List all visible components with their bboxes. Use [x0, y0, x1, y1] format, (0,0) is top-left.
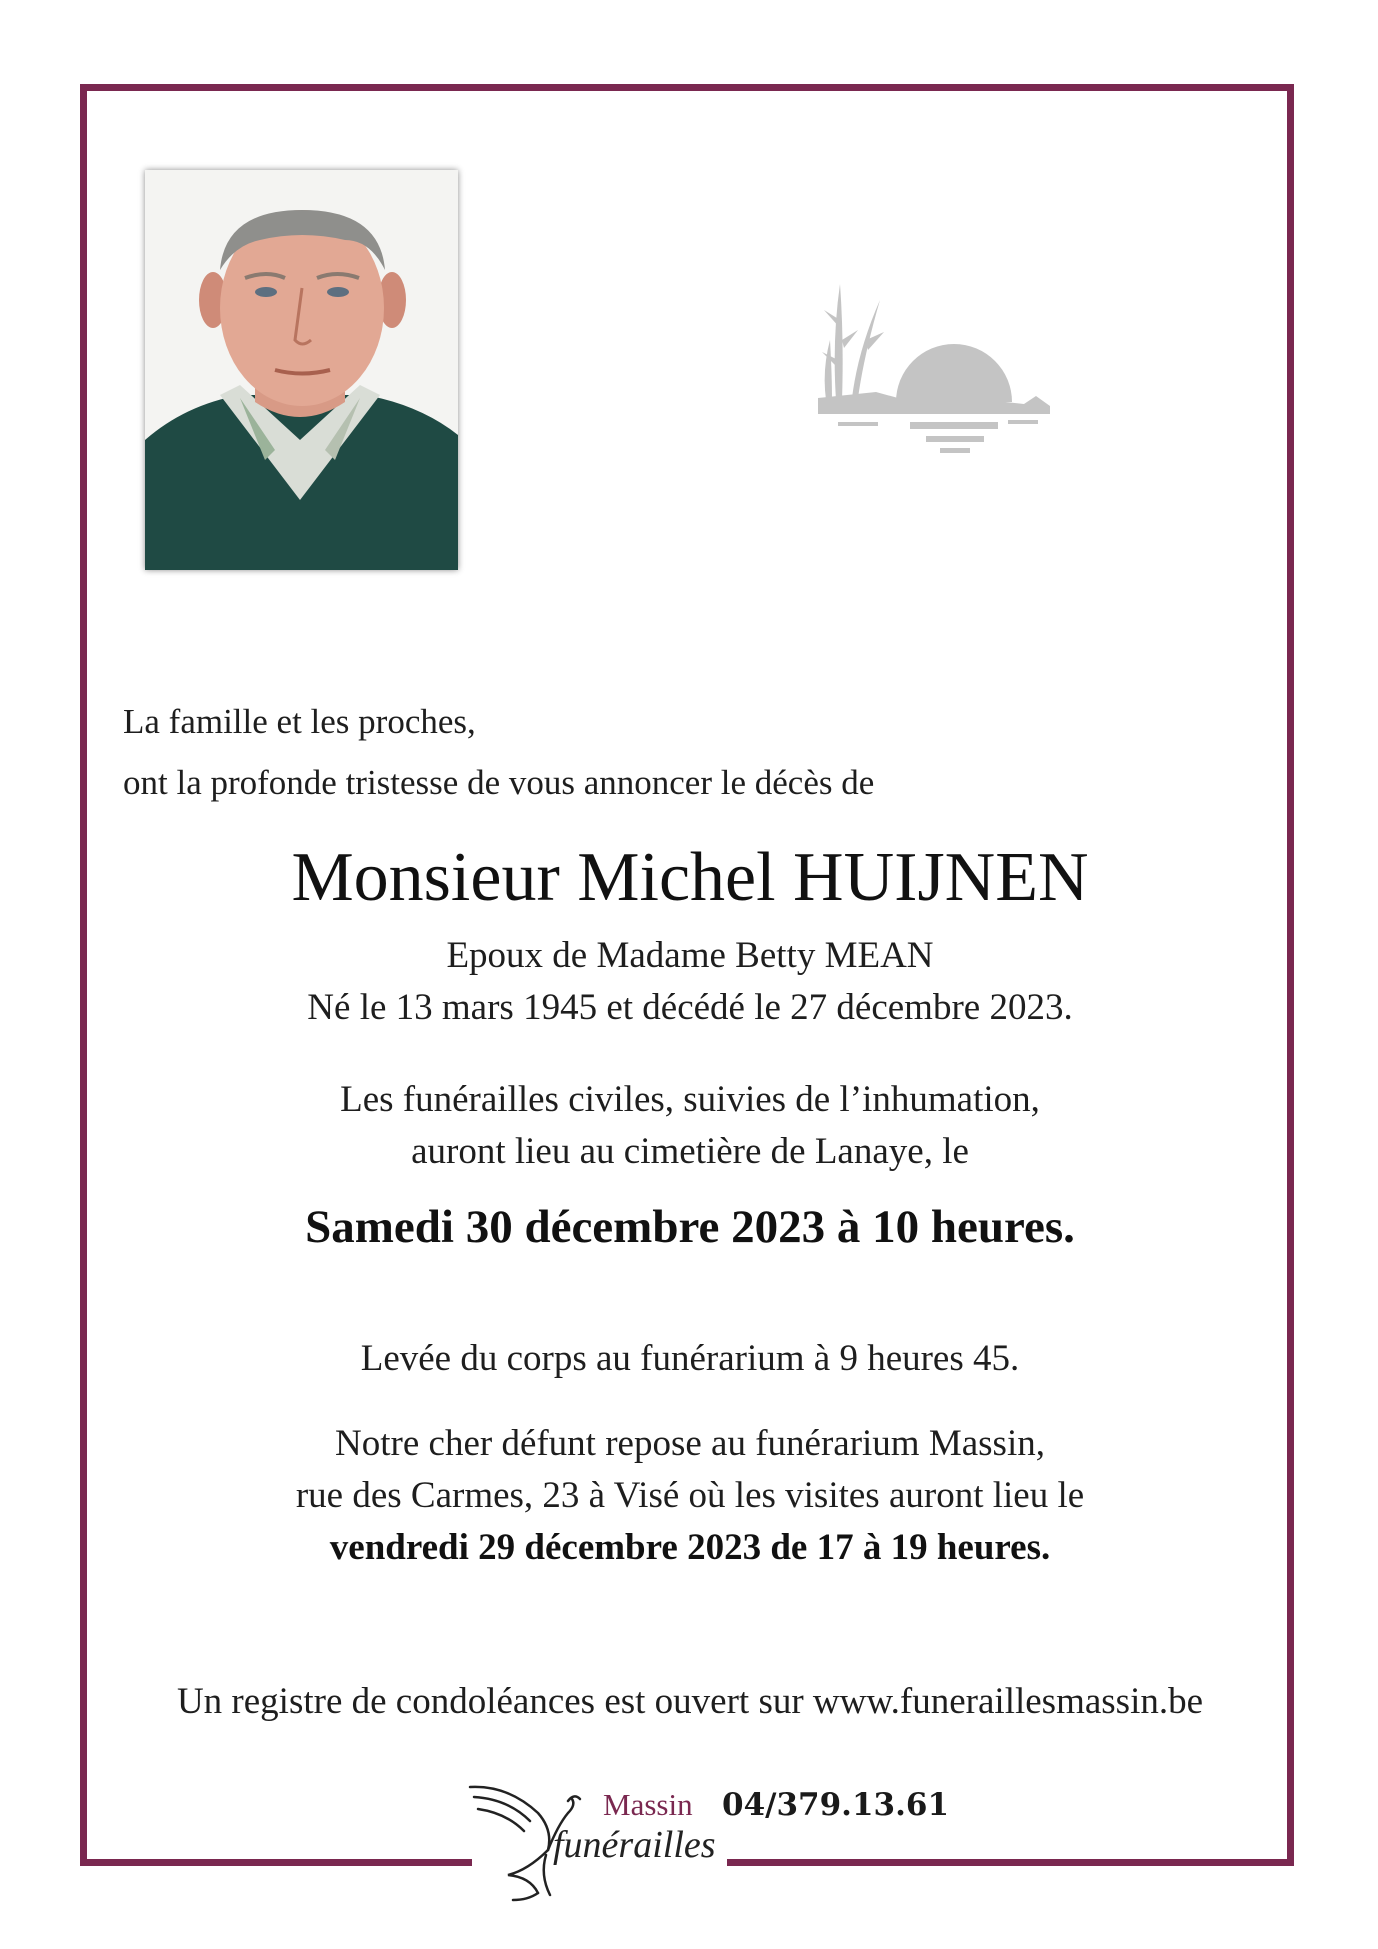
phone-number: 04/379.13.61 — [722, 1787, 950, 1823]
deceased-name: Monsieur Michel HUIJNEN — [291, 839, 1089, 916]
birth-death-dates: Né le 13 mars 1945 et décédé le 27 décembre 2023. — [307, 987, 1073, 1028]
levee-du-corps: Levée du corps au funérarium à 9 heures 45. — [360, 1338, 1020, 1379]
spouse-line: Epoux de Madame Betty MEAN — [446, 935, 934, 976]
sunset-over-water-icon — [818, 280, 1050, 460]
portrait-photo — [145, 170, 458, 570]
massin-logo — [468, 1775, 716, 1905]
ceremony-datetime: Samedi 30 décembre 2023 à 10 heures. — [305, 1201, 1075, 1253]
logo-text-massin: Massin — [603, 1787, 693, 1822]
intro-line-2: ont la profonde tristesse de vous annoncer le décès de — [123, 763, 875, 802]
repose-line-2: rue des Carmes, 23 à Visé où les visites auront lieu le — [295, 1475, 1085, 1516]
condolence-registry: Un registre de condoléances est ouvert sur www.funeraillesmassin.be — [176, 1681, 1204, 1722]
intro-line-1: La famille et les proches, — [123, 702, 476, 741]
funeral-line-1: Les funérailles civiles, suivies de l’inhumation, — [340, 1079, 1040, 1120]
logo-text-funerailles: funérailles — [553, 1824, 716, 1866]
visits-datetime: vendredi 29 décembre 2023 de 17 à 19 heures. — [329, 1527, 1051, 1568]
repose-line-1: Notre cher défunt repose au funérarium Massin, — [335, 1423, 1045, 1464]
funeral-line-2: auront lieu au cimetière de Lanaye, le — [411, 1131, 969, 1172]
